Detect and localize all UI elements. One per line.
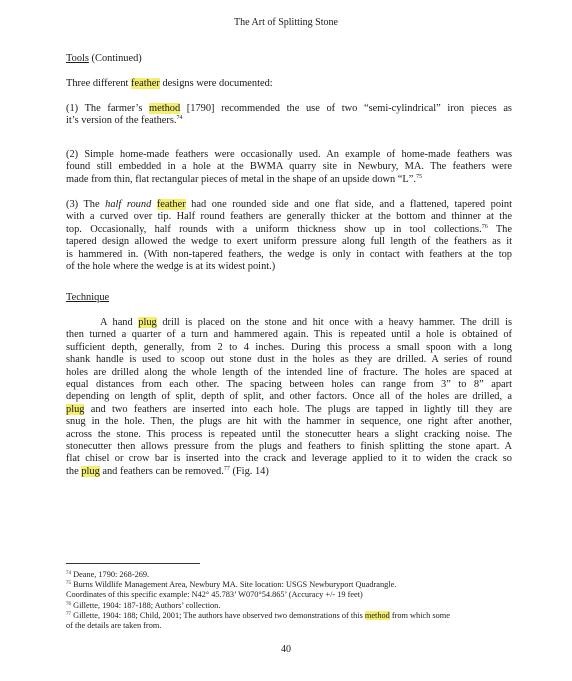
footnote-ref-75[interactable]: 75 xyxy=(415,173,422,180)
tools-intro: Three different feather designs were documented: xyxy=(66,78,273,89)
footnote-74: $^{74}$ Deane, 1790: 268-269. xyxy=(66,570,150,579)
page-number: 40 xyxy=(281,644,291,655)
tools-heading xyxy=(66,53,512,65)
footnote-ref-74[interactable]: 74 xyxy=(176,115,183,122)
footnote-ref-76[interactable]: 76 xyxy=(481,223,488,230)
search-highlight: plug xyxy=(138,317,157,328)
footnote-77-continued: of the details are taken from. xyxy=(66,620,162,630)
tools-heading-suffix: (Continued) xyxy=(88,53,142,64)
footnote-77: $^{77}$ Gillette, 1904: 188; Child, 2001; The authors have observed two demonstrations of this method from which some xyxy=(66,610,450,620)
tools-paragraph-3: (3) The half round feather had one rounded side and one flat side, and a flattened, tapered point with a curved over tip. Half round feathers are generally thicker at the bottom and thinner at the top. Occasionally, half rounds with a uniform thickness show up in tool collections.$^{76}$ The tapered design allowed the wedge to exert uniform pressure along full length of the feathers as it is hammered in. (With non-tapered feathers, the wedge is only in contact with feathers at the top of the hole where the wedge is at its widest point.) xyxy=(66,199,512,272)
technique-heading: Technique xyxy=(66,292,110,303)
search-highlight: plug xyxy=(81,465,100,477)
search-highlight: feather xyxy=(131,78,160,89)
footnote-divider xyxy=(66,563,200,564)
footnotes xyxy=(66,570,512,631)
footnote-75: $^{75}$ Burns Wildlife Management Area, Newbury MA. Site location: USGS Newburyport Quadrangle. xyxy=(66,580,397,590)
search-highlight: plug xyxy=(66,403,85,415)
running-header: The Art of Splitting Stone xyxy=(234,17,338,28)
footnote-ref-77[interactable]: 77 xyxy=(223,465,230,472)
tools-paragraph-2: (2) Simple home-made feathers were occasionally used. An example of home-made feathers was found still embedded in a hole at the BWMA quarry site in Newbury, MA. The feathers were made from thin, flat rectangular pieces of metal in the shape of an upside down “L”.$^{75}$ xyxy=(66,149,512,185)
tools-heading-text: Tools xyxy=(66,53,89,64)
search-highlight: method xyxy=(149,103,181,114)
search-highlight: feather xyxy=(156,199,186,210)
tools-paragraph-1: (1) The farmer’s method [1790] recommended the use of two “semi-cylindrical” iron pieces as it’s version of the feathers.$^{74}$ xyxy=(66,103,512,127)
footnote-75-continued: Coordinates of this specific example: N42° 45.783’ W070°54.865’ (Accuracy +/- 19 feet) xyxy=(66,590,363,600)
search-highlight: method xyxy=(364,610,390,620)
technique-paragraph: A hand plug drill is placed on the stone and hit once with a heavy hammer. The drill is then turned a quarter of a turn and hammered again. This is repeated until a hole is obtained of sufficient depth, generally, from 2 to 4 inches. During this process a small spoon with a long shank handle is used to scoop out stone dust in the holes as they are drilled. A series of round holes are drilled along the whole length of the intended line of fracture. The holes are spaced at equal distances from each other. The spacing between holes can range from 3” to 8” apart depending on length of split, depth of split, and other factors. Once all of the holes are drilled, a plug and two feathers are inserted into each hole. The plugs are tapped in lightly till they are snug in the hole. Then, the plugs are hit with the hammer in sequence, one right after another, across the stone. This process is repeated until the stonecutter hears a slight cracking noise. The stonecutter then allows pressure from the plugs and feathers to finish splitting the stone apart. A flat chisel or crow bar is inserted into the crack and leverage applied to it to widen the crack so the plug and feathers can be removed.$^{77}$ (Fig. 14) xyxy=(66,317,513,477)
footnote-76: $^{76}$ Gillette, 1904: 187-188; Authors’ collection. xyxy=(66,600,221,610)
